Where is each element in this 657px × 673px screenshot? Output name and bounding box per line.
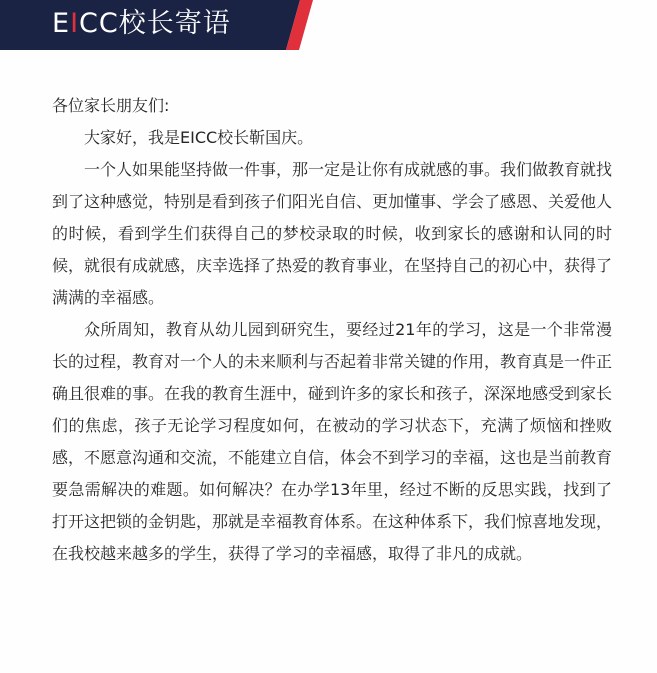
letter-paragraph-greeting: 大家好，我是EICC校长靳国庆。 xyxy=(84,128,314,147)
letter-paragraph-education: 众所周知，教育从幼儿园到研究生，要经过21年的学习，这是一个非常漫长的过程，教育对一个人的未来顺利与否起着非常关键的作用，教育真是一件正确且很难的事。在我的教育生涯中，碰到许多的家长和孩子，深深地感受到家长们的焦虑，孩子无论学习程度如何，在被动的学习状态下，充满了烦恼和挫败感，不愿意沟通和交流，不能建立自信，体会不到学习的幸福，这也是当前教育要急需解决的难题。如何解决？在办学13年里，经过不断的反思实践，找到了打开这把锁的金钥匙，那就是幸福教育体系。在这种体系下，我们惊喜地发现，在我校越来越多的学生，获得了学习的幸福感，取得了非凡的成就。 xyxy=(52,320,613,563)
letter-body xyxy=(52,90,612,570)
letter-paragraph-achievement: 一个人如果能坚持做一件事，那一定是让你有成就感的事。我们做教育就找到了这种感觉，特别是看到孩子们阳光自信、更加懂事、学会了感恩、关爱他人的时候，看到学生们获得自己的梦校录取的时候，收到家长的感谢和认同的时候，就很有成就感，庆幸选择了热爱的教育事业，在坚持自己的初心中，获得了满满的幸福感。 xyxy=(52,160,613,307)
page-title xyxy=(52,4,231,44)
header-banner xyxy=(0,0,657,50)
title-rest: CC校长寄语 xyxy=(79,8,231,39)
letter-salutation: 各位家长朋友们: xyxy=(52,96,170,115)
title-prefix: E xyxy=(52,8,71,39)
title-red-letter: I xyxy=(70,8,80,39)
